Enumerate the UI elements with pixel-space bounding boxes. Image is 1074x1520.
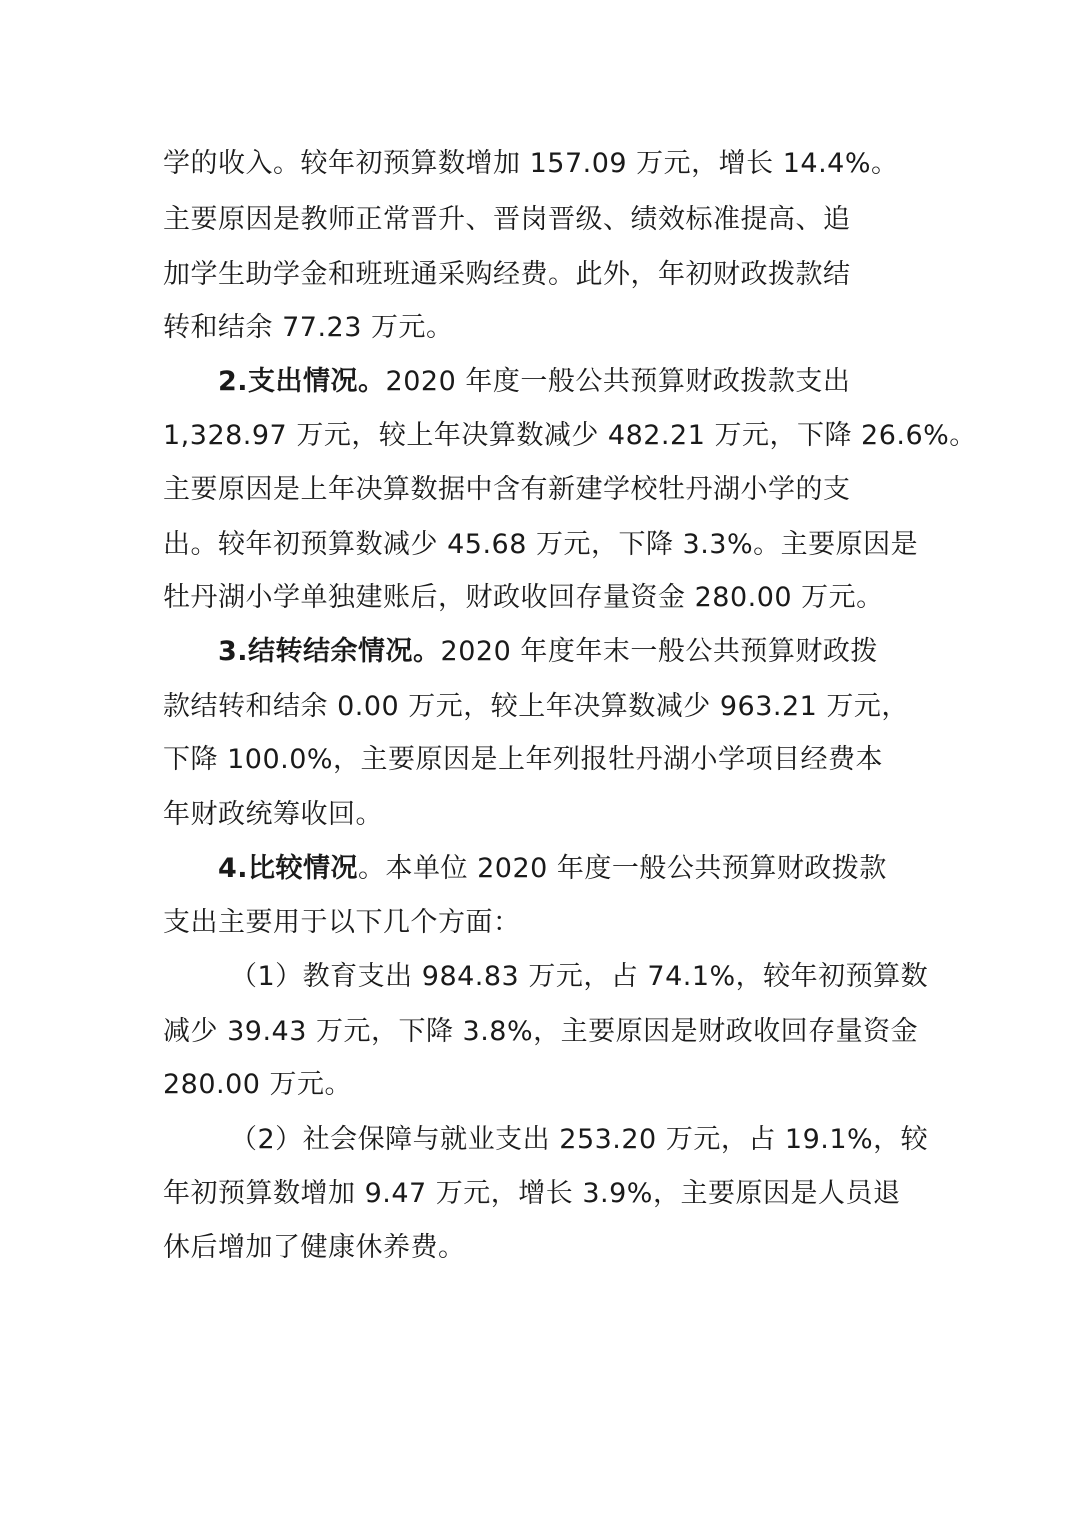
text-line: 加学生助学金和班班通采购经费。此外，年初财政拨款结 <box>163 259 851 290</box>
paragraph-first-line <box>218 849 887 889</box>
text-line: 下降 100.0%，主要原因是上年列报牡丹湖小学项目经费本 <box>163 744 884 775</box>
text-line: 减少 39.43 万元，下降 3.8%，主要原因是财政收回存量资金 <box>163 1016 919 1047</box>
text-line: 出。较年初预算数减少 45.68 万元，下降 3.3%。主要原因是 <box>163 529 919 560</box>
text-line: 280.00 万元。 <box>163 1069 353 1100</box>
section-heading-carryover: 3.结转结余情况。 <box>218 636 441 667</box>
paragraph-first-line <box>218 632 878 672</box>
section-heading-expenditure: 2.支出情况。 <box>218 366 386 397</box>
text-line: 主要原因是上年决算数据中含有新建学校牡丹湖小学的支 <box>163 474 851 505</box>
text-line: 支出主要用于以下几个方面： <box>163 907 521 938</box>
text-line: 1,328.97 万元，较上年决算数减少 482.21 万元，下降 26.6%。 <box>163 420 977 451</box>
section-heading-comparison: 4.比较情况 <box>218 853 359 884</box>
text-line: 休后增加了健康休养费。 <box>163 1232 466 1263</box>
text-run: 。本单位 2020 年度一般公共预算财政拨款 <box>358 853 887 884</box>
list-item-education: （1）教育支出 984.83 万元，占 74.1%，较年初预算数 <box>230 961 929 992</box>
text-line: 牡丹湖小学单独建账后，财政收回存量资金 280.00 万元。 <box>163 582 884 613</box>
text-line: 主要原因是教师正常晋升、晋岗晋级、绩效标准提高、追 <box>163 204 851 235</box>
list-item-social-security: （2）社会保障与就业支出 253.20 万元，占 19.1%，较 <box>230 1124 929 1155</box>
text-run: 2020 年度一般公共预算财政拨款支出 <box>385 366 851 397</box>
text-line: 转和结余 77.23 万元。 <box>163 312 454 343</box>
text-run: 2020 年度年末一般公共预算财政拨 <box>440 636 878 667</box>
text-line: 年初预算数增加 9.47 万元，增长 3.9%，主要原因是人员退 <box>163 1178 901 1209</box>
paragraph-first-line <box>218 362 850 402</box>
text-line: 年财政统筹收回。 <box>163 799 383 830</box>
text-line: 学的收入。较年初预算数增加 157.09 万元，增长 14.4%。 <box>163 148 899 179</box>
text-line: 款结转和结余 0.00 万元，较上年决算数减少 963.21 万元， <box>163 691 909 722</box>
